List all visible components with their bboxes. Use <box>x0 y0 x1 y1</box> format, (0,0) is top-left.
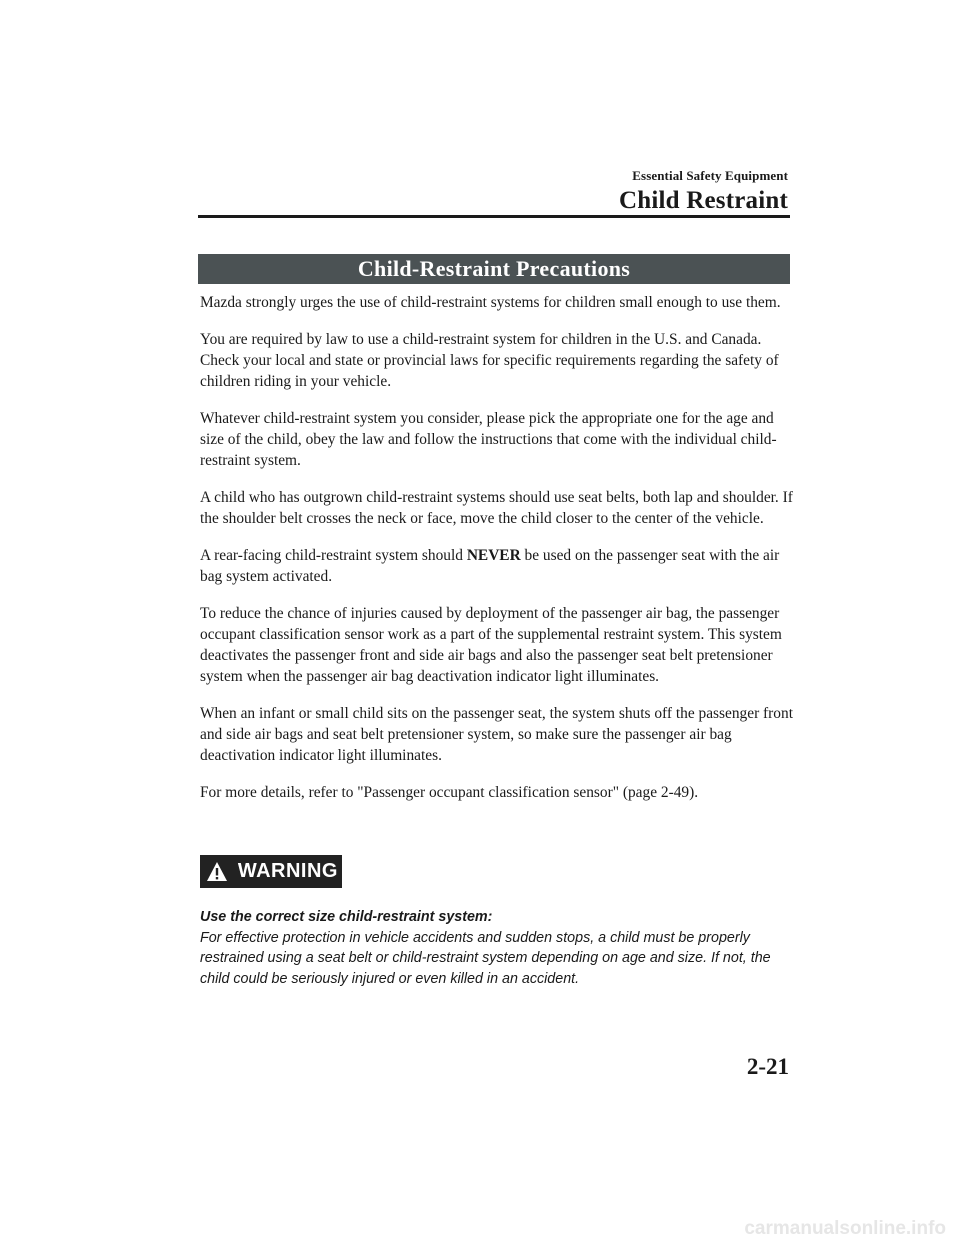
header-divider <box>198 215 790 218</box>
section-title: Essential Safety Equipment <box>632 168 788 183</box>
warning-triangle-icon <box>206 861 228 883</box>
paragraph: Whatever child-restraint system you consider, please pick the appropriate one for the age and size of the child, obey the law and follow the instructions that come with the individual child-restraint system. <box>200 410 777 469</box>
page-title: Child-Restraint Precautions <box>198 254 790 284</box>
running-header <box>619 168 788 215</box>
warning-lead: Use the correct size child-restraint system: <box>200 909 493 925</box>
warning-badge <box>200 855 342 888</box>
never-text-before: A rear-facing child-restraint system should <box>200 547 467 564</box>
body-text <box>200 292 795 819</box>
paragraph: When an infant or small child sits on the passenger seat, the system shuts off the passenger front and side air bags and seat belt pretensioner system, so make sure the passenger air bag deactivation indicator light illuminates. <box>200 705 793 764</box>
paragraph: You are required by law to use a child-restraint system for children in the U.S. and Canada. Check your local and state or provincial laws for specific requirements regarding the safety of children riding in your vehicle. <box>200 331 779 390</box>
warning-body: For effective protection in vehicle accidents and sudden stops, a child must be properly restrained using a seat belt or child-restraint system depending on age and size. If not, the child could be seriously injured or even killed in an accident. <box>200 929 771 987</box>
paragraph: For more details, refer to "Passenger occupant classification sensor" (page 2-49). <box>200 784 699 801</box>
never-emphasis: NEVER <box>466 547 521 564</box>
warning-label: WARNING <box>237 860 338 882</box>
paragraph: A child who has outgrown child-restraint systems should use seat belts, both lap and shoulder. If the shoulder belt crosses the neck or face, move the child closer to the center of the vehicle. <box>200 489 793 527</box>
page-number: 2-21 <box>746 1054 789 1079</box>
never-paragraph <box>200 545 795 587</box>
watermark: carmanualsonline.info <box>744 1218 946 1239</box>
warning-text <box>200 907 795 989</box>
chapter-title: Child Restraint <box>619 187 788 214</box>
paragraph: Mazda strongly urges the use of child-restraint systems for children small enough to use them. <box>200 294 781 311</box>
paragraph: To reduce the chance of injuries caused by deployment of the passenger air bag, the passenger occupant classification sensor work as a part of the supplemental restraint system. This system deactivates the passenger front and side air bags and also the passenger seat belt pretensioner system when the passenger air bag deactivation indicator light illuminates. <box>200 605 782 685</box>
never-text-after: be used on the passenger seat with the air bag system activated. <box>200 547 780 585</box>
